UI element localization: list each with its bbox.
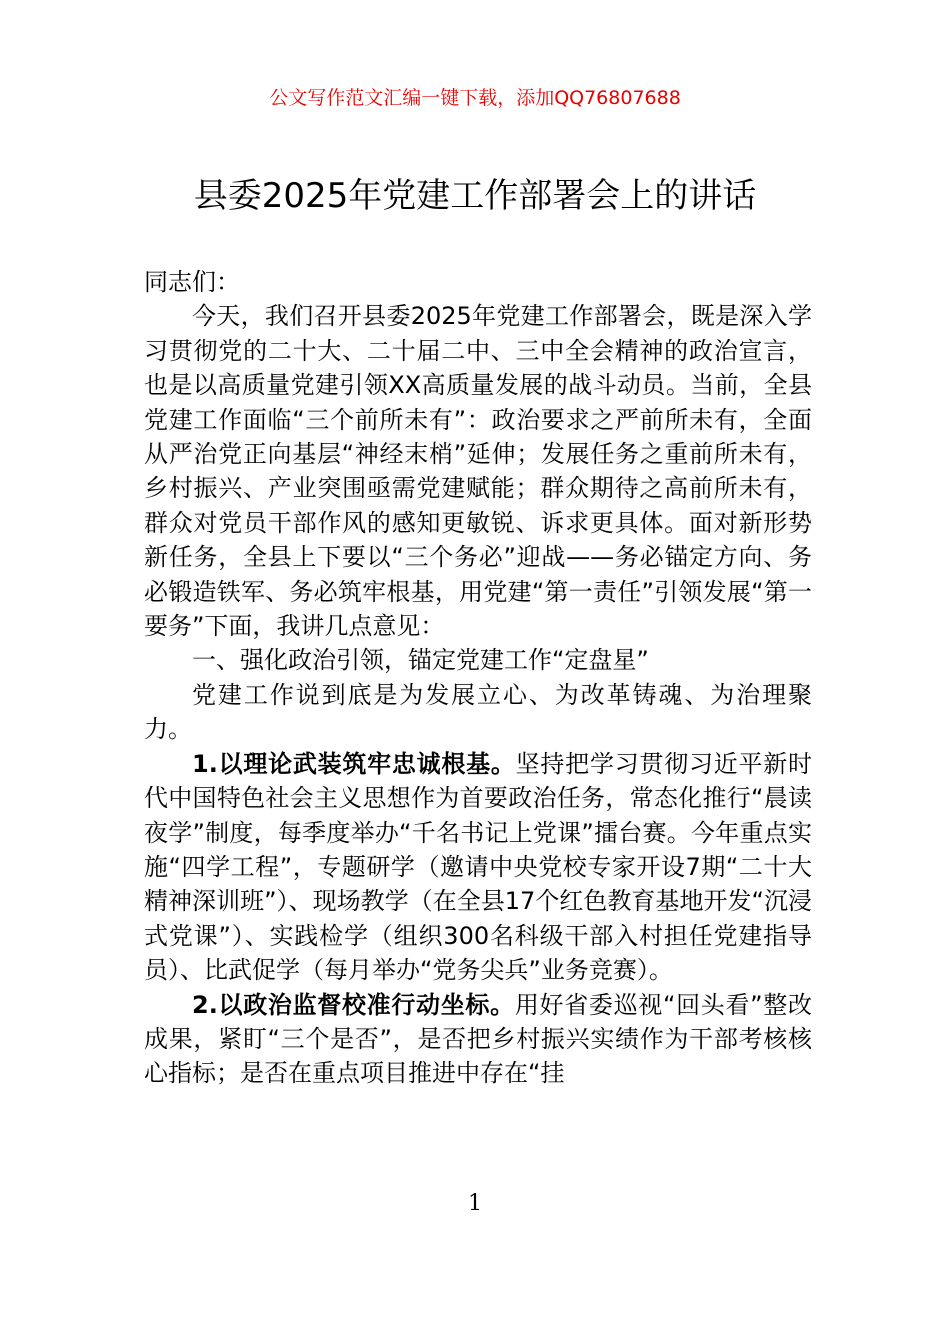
- point-2-paragraph: [144, 988, 812, 1091]
- page-number: 1: [468, 1191, 482, 1216]
- intro-paragraph: 今天，我们召开县委2025年党建工作部署会，既是深入学习贯彻党的二十大、二十届二中、三中全会精神的政治宣言，也是以高质量党建引领XX高质量发展的战斗动员。当前，全县党建工作面临“三个前所未有”：政治要求之严前所未有，全面从严治党正向基层“神经末梢”延伸；发展任务之重前所未有，乡村振兴、产业突围亟需党建赋能；群众期待之高前所未有，群众对党员干部作风的感知更敏锐、诉求更具体。面对新形势新任务，全县上下要以“三个务必”迎战——务必锚定方向、务必锻造铁军、务必筑牢根基，用党建“第一责任”引领发展“第一要务”下面，我讲几点意见：: [144, 302, 812, 641]
- point-1-text: 坚持把学习贯彻习近平新时代中国特色社会主义思想作为首要政治任务，常态化推行“晨读夜学”制度，每季度举办“千名书记上党课”擂台赛。今年重点实施“四学工程”，专题研学（邀请中央党校专家开设7期“二十大精神深训班”）、现场教学（在全县17个红色教育基地开发“沉浸式党课”）、实践检学（组织300名科级干部入村担任党建指导员）、比武促学（每月举办“党务尖兵”业务竞赛）。: [144, 749, 812, 985]
- document-body: [144, 265, 812, 1091]
- point-1-title: 1.以理论武装筑牢忠诚根基。: [192, 749, 516, 778]
- point-1-paragraph: [144, 747, 812, 988]
- salutation: 同志们：: [144, 268, 240, 296]
- section-1-heading: 一、强化政治引领，锚定党建工作“定盘星”: [192, 646, 649, 675]
- point-2-title: 2.以政治监督校准行动坐标。: [192, 990, 515, 1019]
- point-2-text: 用好省委巡视“回头看”整改成果，紧盯“三个是否”，是否把乡村振兴实绩作为干部考核核心指标；是否在重点项目推进中存在“挂: [144, 990, 812, 1088]
- download-promo-note: 公文写作范文汇编一键下载，添加QQ76807688: [269, 87, 681, 109]
- document-title: 县委2025年党建工作部署会上的讲话: [193, 176, 757, 216]
- section-1-intro: 党建工作说到底是为发展立心、为改革铸魂、为治理聚力。: [144, 680, 812, 744]
